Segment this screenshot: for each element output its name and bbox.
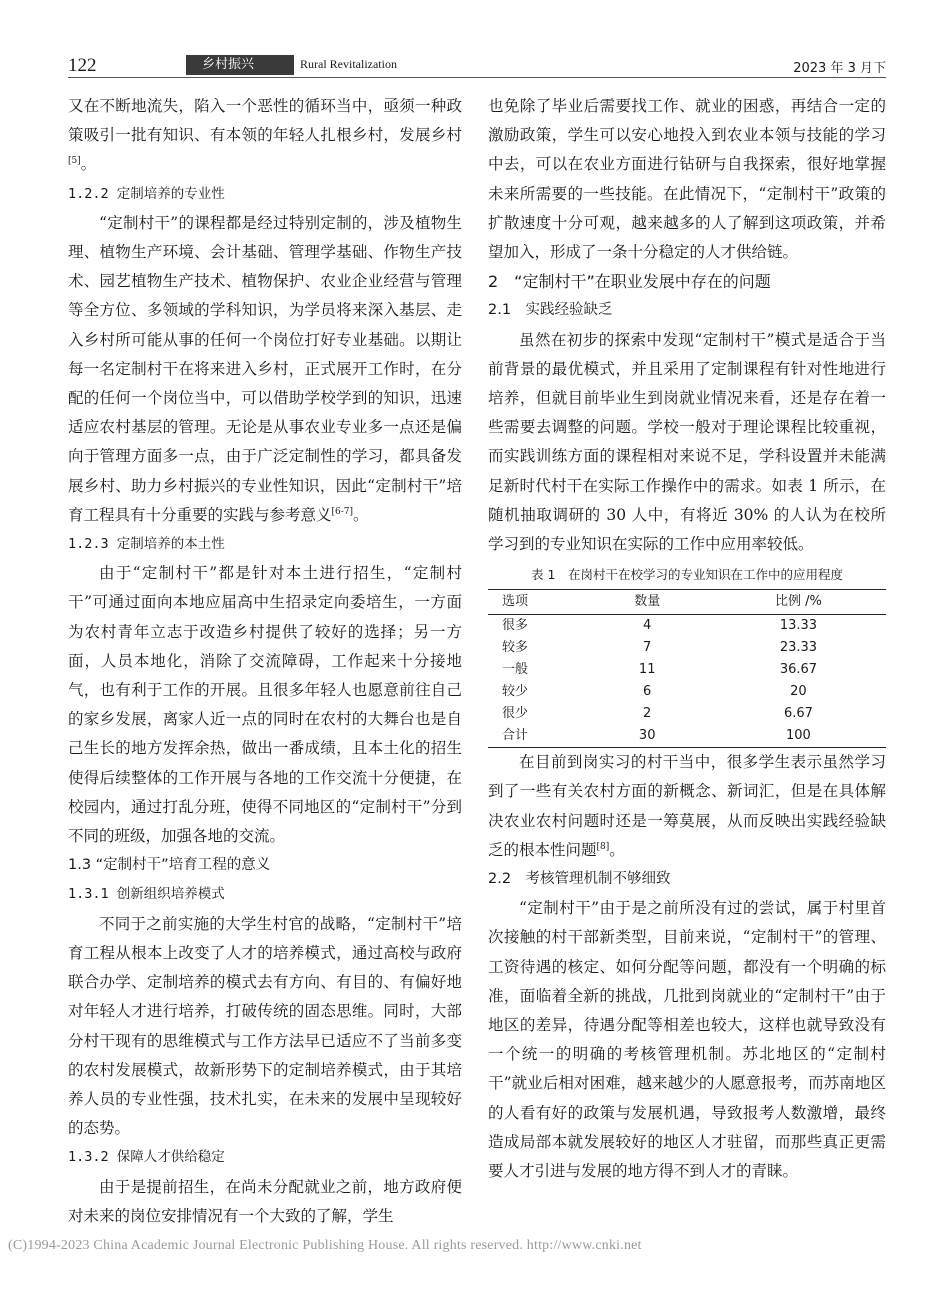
table-row <box>488 659 886 681</box>
citation[interactable]: [8] <box>596 841 610 852</box>
paragraph: 又在不断地流失，陷入一个恶性的循环当中，亟须一种政策吸引一批有知识、有本领的年轻人扎根乡村，发展乡村[5]。 <box>68 97 462 174</box>
table-cell: 6 <box>643 684 652 700</box>
citation[interactable]: [5] <box>68 156 81 167</box>
table-cell: 很少 <box>502 706 529 722</box>
table-cell: 20 <box>790 684 807 700</box>
table-row <box>488 681 886 703</box>
left-column <box>68 92 462 1231</box>
table-cell: 30 <box>584 725 711 748</box>
paragraph: 在目前到岗实习的村干当中，很多学生表示虽然学习到了一些有关农村方面的新概念、新词汇，但是在具体解决农业农村问题时还是一筹莫展，从而反映出实践经验缺乏的根本性问题[8]。 <box>488 753 886 859</box>
table-cell: 23.33 <box>779 640 818 656</box>
section-heading: 1.3 “定制村干”培育工程的意义 <box>68 857 271 874</box>
table-row <box>488 725 886 748</box>
table-row <box>488 615 886 638</box>
section-heading: 1.3.1 创新组织培养模式 <box>68 886 225 903</box>
paragraph: 也免除了毕业后需要找工作、就业的困惑，再结合一定的激励政策，学生可以安心地投入到农业本领与技能的学习中去，可以在农业方面进行钻研与自我探索，很好地掌握未来所需要的一些技能。在此情况下，“定制村干”政策的扩散速度十分可观，越来越多的人了解到这项政策，并希望加入，形成了一条十分稳定的人才供给链。 <box>488 97 886 262</box>
page-number: 122 <box>68 55 97 76</box>
paragraph: 由于“定制村干”都是针对本土进行招生，“定制村干”可通过面向本地应届高中生招录定向委培生，一方面为农村青年立志于改造乡村提供了较好的选择；另一方面，人员本地化，消除了交流障碍，工作起来十分接地气，也有利于工作的开展。且很多年轻人也愿意前往自己的家乡发展，离家人近一点的同时在农村的大舞台也是自己生长的地方发挥余热，做出一番成绩，且本土化的招生使得后续整体的工作开展与各地的工作交流十分便捷，在校园内，通过打乱分班，使得不同地区的“定制村干”分到不同的班级，加强各地的交流。 <box>68 564 462 846</box>
section-heading: 2.2 考核管理机制不够细致 <box>488 871 671 888</box>
copyright-footer: (C)1994-2023 China Academic Journal Electronic Publishing House. All rights reserved. http://www.cnki.net <box>8 1238 642 1253</box>
header-divider <box>68 77 886 78</box>
table-cell: 11 <box>638 662 656 678</box>
section-heading: 1.2.2 定制培养的专业性 <box>68 185 225 202</box>
table-cell: 7 <box>643 640 652 656</box>
table-cell: 100 <box>711 725 886 748</box>
table-cell: 4 <box>643 618 652 634</box>
paragraph: “定制村干”的课程都是经过特别定制的，涉及植物生理、植物生产环境、会计基础、管理学基础、作物生产技术、园艺植物生产技术、植物保护、农业企业经营与管理等全方位、多领域的学科知识，为学员将来深入基层、走入乡村所可能从事的任何一个岗位打好专业基础。以期让每一名定制村干在将来进入乡村，正式展开工作时，在分配的任何一个岗位当中，可以借助学校学到的知识，迅速适应农村基层的管理。无论是从事农业专业多一点还是偏向于管理方面多一点，由于广泛定制性的学习，都具备发展乡村、助力乡村振兴的专业性知识，因此“定制村干”培育工程具有十分重要的实践与参考意义[6-7]。 <box>68 213 462 524</box>
table-cell: 较少 <box>502 684 529 700</box>
table-cell: 较多 <box>502 640 529 656</box>
page-header <box>68 55 886 77</box>
journal-section-tag: 乡村振兴 <box>186 55 294 75</box>
table-cell: 一般 <box>502 662 529 678</box>
paragraph: 由于是提前招生，在尚未分配就业之前，地方政府便对未来的岗位安排情况有一个大致的了解，学生 <box>68 1177 462 1225</box>
table-cell: 很多 <box>502 618 529 634</box>
paragraph: 虽然在初步的探索中发现“定制村干”模式是适合于当前背景的最优模式，并且采用了定制课程有针对性地进行培养，但就目前毕业生到岗就业情况来看，还是存在着一些需要去调整的问题。学校一般对于理论课程比较重视，而实践训练方面的课程相对来说不足，学科设置并未能满足新时代村干在实际工作操作中的需求。如表 1 所示，在随机抽取调研的 30 人中，有将近 30% 的人认为在校所学习到的专业知识在实际的工作中应用率较低。 <box>488 330 886 554</box>
table-caption: 表 1 在岗村干在校学习的专业知识在工作中的应用程度 <box>531 567 843 583</box>
table-cell: 2 <box>643 706 652 722</box>
table-cell: 6.67 <box>783 706 813 722</box>
section-heading: 1.2.3 定制培养的本土性 <box>68 536 225 553</box>
table-header: 选项 <box>488 590 584 615</box>
table-header: 比例 /% <box>711 590 886 615</box>
right-column <box>488 92 886 1186</box>
table-row <box>488 637 886 659</box>
citation[interactable]: [6-7] <box>331 506 354 517</box>
journal-english-name: Rural Revitalization <box>300 57 397 71</box>
paragraph: “定制村干”由于是之前所没有过的尝试，属于村里首次接触的村干部新类型，目前来说，“定制村干”的管理、工资待遇的核定、如何分配等问题，都没有一个明确的标准，面临着全新的挑战，几批到岗就业的“定制村干”由于地区的差异，待遇分配等相差也较大，这样也就导致没有一个统一的明确的考核管理机制。苏北地区的“定制村干”就业后相对困难，越来越少的人愿意报考，而苏南地区的人看有好的政策与发展机遇，导致报考人数激增，最终造成局部本就发展较好的地区人才驻留，而那些真正更需要人才引进与发展的地方得不到人才的青睐。 <box>488 899 886 1181</box>
data-table <box>488 589 886 748</box>
section-heading: 2 “定制村干”在职业发展中存在的问题 <box>488 272 771 292</box>
table-row <box>488 703 886 725</box>
table-cell: 13.33 <box>779 618 818 634</box>
issue-date: 2023 年 3 月下 <box>793 61 886 76</box>
section-heading: 2.1 实践经验缺乏 <box>488 302 613 319</box>
table-header: 数量 <box>584 590 711 615</box>
table-cell: 36.67 <box>779 662 818 678</box>
paragraph: 不同于之前实施的大学生村官的战略，“定制村干”培育工程从根本上改变了人才的培养模式，通过高校与政府联合办学、定制培养的模式去有方向、有目的、有偏好地对年轻人才进行培养，打破传统的固态思维。同时，大部分村干现有的思维模式与工作方法早已适应不了当前多变的农村发展模式，故新形势下的定制培养模式，由于其培养人员的专业性强，技术扎实，在未来的发展中呈现较好的态势。 <box>68 914 462 1138</box>
section-heading: 1.3.2 保障人才供给稳定 <box>68 1149 225 1166</box>
table-cell: 合计 <box>488 725 584 748</box>
